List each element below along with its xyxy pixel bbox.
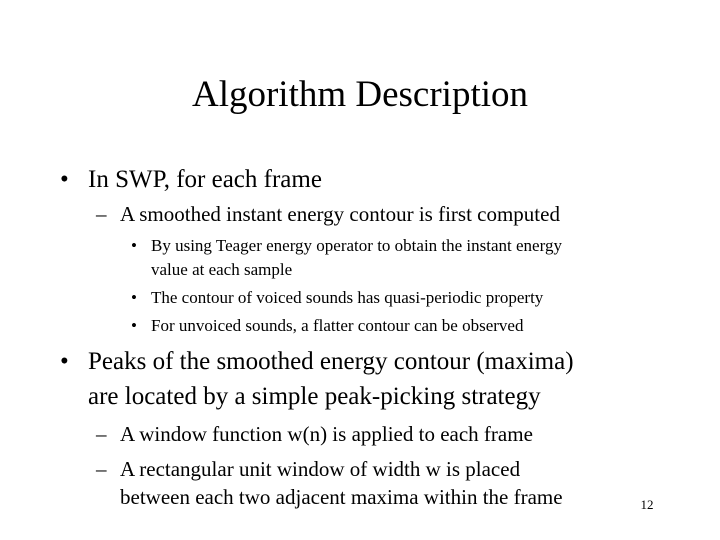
bullet-level2-smoothed-contour: [96, 200, 696, 228]
bullet-text-line-2: value at each sample: [151, 260, 293, 279]
bullet-marker: •: [131, 236, 137, 255]
bullet-text: A smoothed instant energy contour is first computed: [120, 202, 560, 226]
bullet-level3-teager-operator: [131, 232, 671, 288]
bullet-text: For unvoiced sounds, a flatter contour can be observed: [151, 316, 524, 335]
bullet-marker: •: [60, 166, 69, 193]
bullet-level3-unvoiced-contour: [131, 312, 671, 340]
bullet-text: In SWP, for each frame: [88, 166, 322, 193]
slide-title: Algorithm Description: [191, 74, 529, 115]
bullet-text-line-2: are located by a simple peak-picking strategy: [88, 383, 541, 410]
dash-marker: –: [96, 202, 107, 226]
bullet-text: A window function w(n) is applied to each frame: [120, 422, 533, 446]
bullet-level3-voiced-contour: [131, 284, 671, 312]
page-number: 12: [640, 497, 654, 512]
bullet-level1-peaks: [60, 346, 680, 410]
bullet-text-line-1: A rectangular unit window of width w is placed: [120, 457, 521, 481]
bullet-text-line-1: By using Teager energy operator to obtain the instant energy: [151, 236, 562, 255]
bullet-marker: •: [131, 288, 137, 307]
bullet-marker: •: [60, 348, 69, 375]
dash-marker: –: [96, 457, 107, 481]
dash-marker: –: [96, 422, 107, 446]
bullet-level2-rectangular-window: [96, 455, 696, 511]
bullet-text: The contour of voiced sounds has quasi-periodic property: [151, 288, 544, 307]
bullet-text-line-1: Peaks of the smoothed energy contour (maxima): [88, 348, 574, 375]
bullet-marker: •: [131, 316, 137, 335]
bullet-level2-window-function: [96, 420, 696, 448]
bullet-level1-swp: [60, 164, 680, 195]
bullet-text-line-2: between each two adjacent maxima within the frame: [120, 485, 563, 509]
